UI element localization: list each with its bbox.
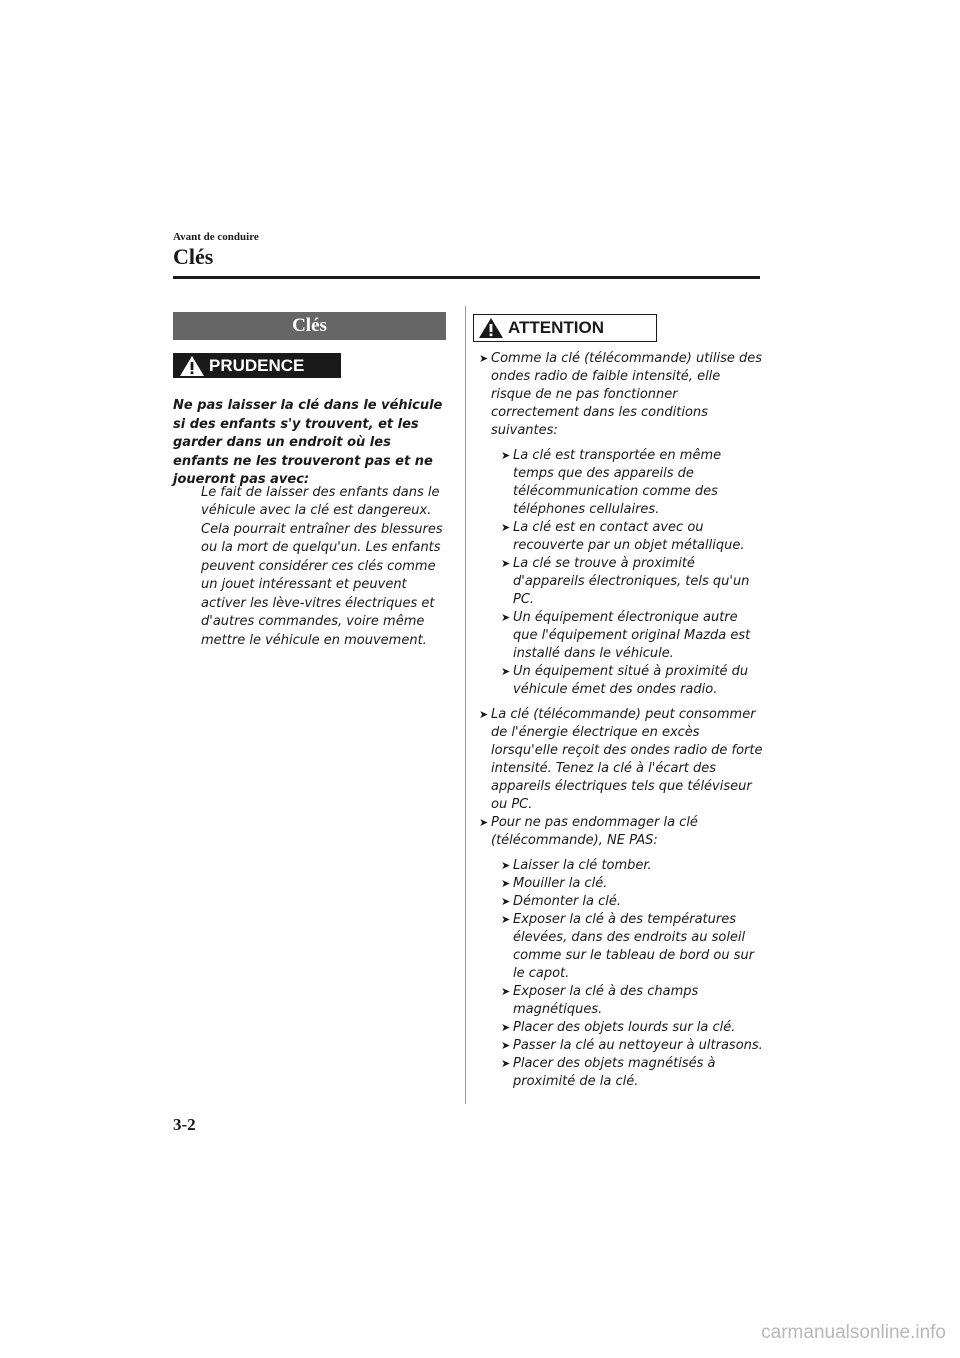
sub-list-item (495, 893, 763, 911)
sub-list-item (495, 663, 763, 699)
bullet-arrow-icon: ➤ (501, 1057, 511, 1070)
prudence-text: PRUDENCE (209, 355, 305, 375)
sub-list (495, 447, 763, 699)
list-item-text: Comme la clé (télécommande) utilise des ondes radio de faible intensité, elle risque de ne pas fonctionner correctement dans les conditions suivantes: (491, 351, 763, 438)
sub-item-text: Placer des objets magnétisés à proximité de la clé. (513, 1056, 716, 1089)
bullet-arrow-icon: ➤ (479, 352, 489, 365)
sub-list-item (495, 911, 763, 983)
section-label: Avant de conduire (173, 231, 259, 243)
sub-list-item (495, 447, 763, 519)
bullet-arrow-icon: ➤ (501, 877, 511, 890)
sub-list-item (495, 1055, 763, 1091)
bullet-arrow-icon: ➤ (479, 816, 489, 829)
attention-list (473, 350, 763, 1091)
left-column (173, 312, 446, 663)
list-item-text: La clé (télécommande) peut consommer de l'énergie électrique en excès lorsqu'elle reçoit des ondes radio de forte intensité. Tenez la clé à l'écart des appareils électriques tels que téléviseur ou PC. (491, 707, 763, 812)
sub-item-text: Un équipement situé à proximité du véhicule émet des ondes radio. (513, 664, 749, 697)
warning-triangle-icon (478, 317, 504, 339)
bullet-arrow-icon: ➤ (501, 665, 511, 678)
sub-list-item (495, 609, 763, 663)
list-item (473, 350, 763, 440)
sub-list-item (495, 555, 763, 609)
sub-item-text: Démonter la clé. (513, 894, 622, 909)
sub-item-text: La clé est transportée en même temps que des appareils de télécommunication comme des téléphones cellulaires. (513, 448, 722, 517)
sub-list (495, 857, 763, 1091)
attention-text: ATTENTION (508, 318, 605, 337)
sub-list-item (495, 983, 763, 1019)
warning-triangle-icon (179, 355, 205, 377)
bullet-arrow-icon: ➤ (501, 557, 511, 570)
sub-item-text: Un équipement électronique autre que l'équipement original Mazda est installé dans le véhicule. (513, 610, 751, 661)
sub-list-item (495, 857, 763, 875)
sub-item-text: Mouiller la clé. (513, 876, 608, 891)
right-column (473, 312, 763, 1098)
sub-item-text: La clé est en contact avec ou recouverte par un objet métallique. (513, 520, 745, 553)
list-item-text: Pour ne pas endommager la clé (télécommande), NE PAS: (491, 815, 698, 848)
warning-body: Le fait de laisser des enfants dans le véhicule avec la clé est dangereux. Cela pourrait entraîner des blessures ou la mort de quelqu'un. Les enfants peuvent considérer ces clés comme un jouet intéressant et peuvent activer les lève-vitres électriques et d'autres commandes, voire même mettre le véhicule en mouvement. (201, 484, 443, 648)
sub-list-item (495, 1037, 763, 1055)
list-item (473, 814, 763, 850)
bullet-arrow-icon: ➤ (501, 913, 511, 926)
sub-item-text: Passer la clé au nettoyeur à ultrasons. (513, 1038, 763, 1053)
list-item (473, 706, 763, 814)
bullet-arrow-icon: ➤ (501, 859, 511, 872)
sub-item-text: Placer des objets lourds sur la clé. (513, 1020, 736, 1035)
sub-item-text: La clé se trouve à proximité d'appareils électroniques, tels qu'un PC. (513, 556, 750, 607)
bullet-arrow-icon: ➤ (501, 985, 511, 998)
section-title-bar: Clés (173, 312, 446, 340)
sub-list-item (495, 875, 763, 893)
sub-list-item (495, 1019, 763, 1037)
bullet-arrow-icon: ➤ (501, 1039, 511, 1052)
sub-item-text: Exposer la clé à des températures élevées, dans des endroits au soleil comme sur le tableau de bord ou sur le capot. (513, 912, 755, 981)
header-rule (173, 276, 760, 279)
prudence-label (173, 353, 341, 378)
bullet-arrow-icon: ➤ (501, 1021, 511, 1034)
chapter-title: Clés (173, 244, 214, 269)
sub-item-text: Laisser la clé tomber. (513, 858, 652, 873)
bullet-arrow-icon: ➤ (501, 521, 511, 534)
bullet-arrow-icon: ➤ (501, 449, 511, 462)
column-divider (465, 306, 466, 1104)
watermark-text: carmanualsonline.info (761, 1322, 946, 1343)
warning-heading: Ne pas laisser la clé dans le véhicule si des enfants s'y trouvent, et les garder dans un endroit où les enfants ne les trouveront pas et ne joueront pas avec: (173, 398, 443, 487)
sub-item-text: Exposer la clé à des champs magnétiques. (513, 984, 699, 1017)
bullet-arrow-icon: ➤ (501, 895, 511, 908)
bullet-arrow-icon: ➤ (479, 708, 489, 721)
bullet-arrow-icon: ➤ (501, 611, 511, 624)
sub-list-item (495, 519, 763, 555)
attention-label (473, 314, 657, 342)
page-number: 3-2 (173, 1115, 196, 1134)
